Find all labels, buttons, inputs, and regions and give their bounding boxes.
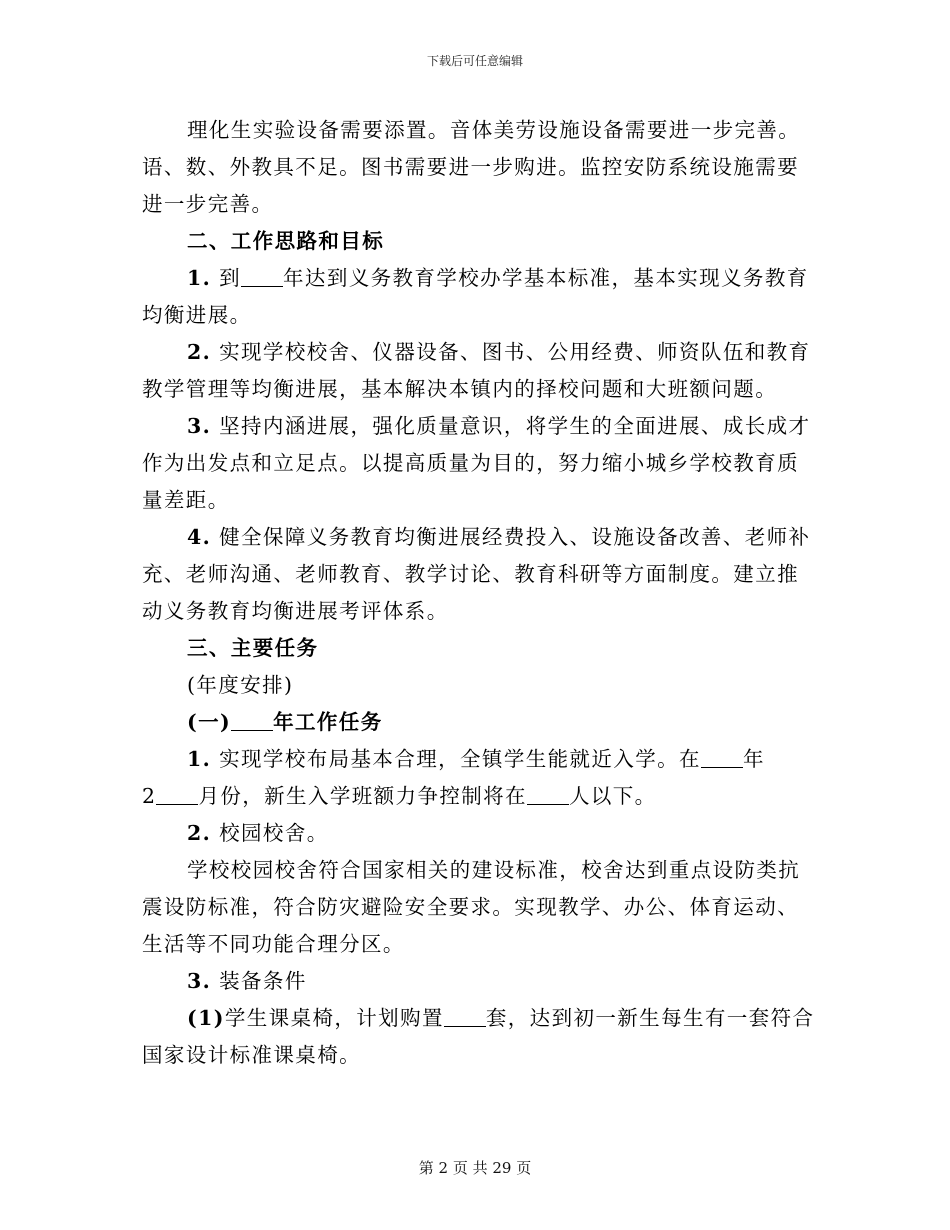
paragraph-line: 量差距。: [142, 488, 230, 512]
paragraph-line: 国家设计标准课桌椅。: [142, 1043, 361, 1067]
item-number: 2.: [187, 821, 212, 845]
list-item: [142, 334, 810, 371]
fill-blank: [527, 782, 569, 805]
paragraph-line: 进一步完善。: [142, 192, 274, 216]
text: 年达到义务教育学校办学基本标准，基本实现义务教育: [283, 266, 809, 290]
text: 装备条件: [219, 969, 307, 993]
text: 套，达到初一新生每生有一套符合: [485, 1006, 815, 1030]
header-note: 下载后可任意编辑: [426, 54, 523, 68]
fill-blank: [444, 1004, 486, 1027]
fill-blank: [241, 264, 283, 287]
document-body: [142, 112, 815, 1074]
paragraph-line: 理化生实验设备需要添置。音体美劳设施设备需要进一步完善。: [187, 118, 801, 142]
item-number: 3.: [187, 969, 212, 993]
text: 实现学校布局基本合理，全镇学生能就近入学。在: [219, 747, 701, 771]
list-item: [142, 1000, 815, 1037]
text: 校园校舍。: [219, 821, 329, 845]
text: 人以下。: [568, 784, 657, 808]
text: 健全保障义务教育均衡进展经费投入、设施设备改善、老师补: [219, 525, 811, 549]
item-number: 3.: [187, 414, 212, 438]
fill-blank: [701, 745, 743, 768]
item-number: 1.: [187, 266, 212, 290]
section-heading: 二、工作思路和目标: [187, 229, 385, 253]
fill-blank: [156, 782, 198, 805]
paragraph-line: 学校校园校舍符合国家相关的建设标准，校舍达到重点设防类抗: [187, 858, 801, 882]
section-heading: 三、主要任务: [187, 636, 319, 660]
list-item: [142, 963, 810, 1000]
item-number: 4.: [187, 525, 212, 549]
sub-heading: [142, 704, 810, 741]
list-item: [142, 519, 810, 556]
item-number: 1.: [187, 747, 212, 771]
paragraph-line: [142, 778, 810, 815]
text: 月份，新生入学班额力争控制将在: [198, 784, 527, 808]
paragraph-line: 均衡进展。: [142, 303, 252, 327]
fill-blank: [231, 708, 273, 731]
paragraph-line: 震设防标准，符合防灾避险安全要求。实现教学、办公、体育运动、: [142, 895, 799, 919]
text: 2: [142, 784, 157, 808]
item-number: (1): [187, 1006, 225, 1030]
text: 年工作任务: [273, 710, 383, 734]
text: 学生课桌椅，计划购置: [224, 1006, 444, 1030]
list-item: [142, 815, 810, 852]
text: 坚持内涵进展，强化质量意识，将学生的全面进展、成长成才: [219, 414, 811, 438]
item-number: 2.: [187, 340, 212, 364]
text: 实现学校校舍、仪器设备、图书、公用经费、师资队伍和教育: [219, 340, 811, 364]
text: (一): [187, 710, 232, 734]
annual-note: (年度安排): [187, 673, 294, 697]
paragraph-line: 生活等不同功能合理分区。: [142, 932, 405, 956]
paragraph-line: 动义务教育均衡进展考评体系。: [142, 599, 449, 623]
paragraph-line: 作为出发点和立足点。以提高质量为目的，努力缩小城乡学校教育质: [142, 451, 799, 475]
text: 到: [219, 266, 242, 290]
list-item: [142, 260, 810, 297]
list-item: [142, 408, 810, 445]
page-number: 第 2 页 共 29 页: [418, 1159, 532, 1177]
paragraph-line: 充、老师沟通、老师教育、教学讨论、教育科研等方面制度。建立推: [142, 562, 799, 586]
paragraph-line: 语、数、外教具不足。图书需要进一步购进。监控安防系统设施需要: [142, 155, 799, 179]
paragraph-line: 教学管理等均衡进展，基本解决本镇内的择校问题和大班额问题。: [142, 377, 778, 401]
text: 年: [742, 747, 765, 771]
list-item: [142, 741, 810, 778]
